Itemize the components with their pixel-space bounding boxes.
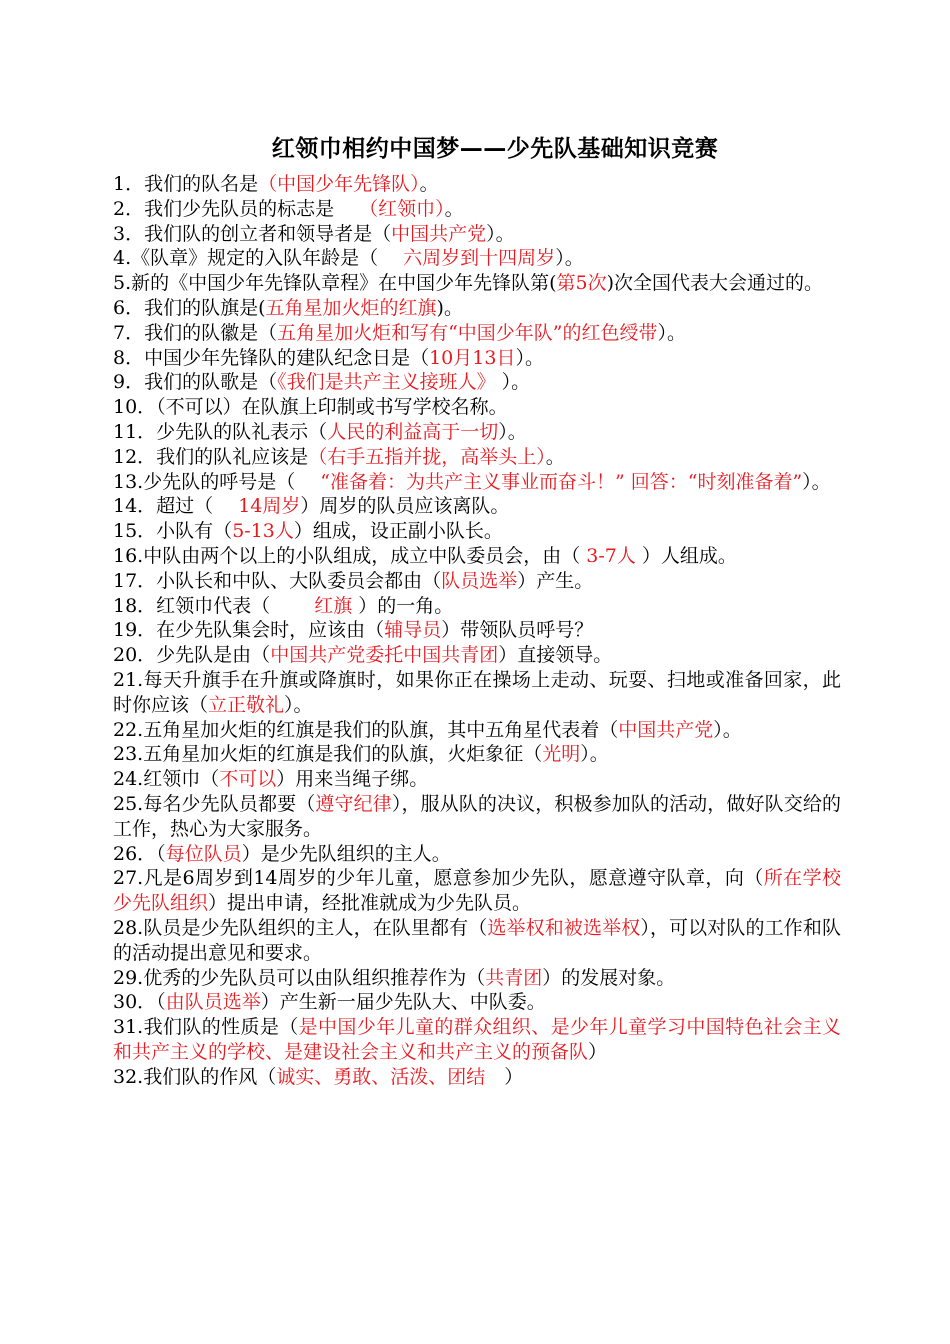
question-tail: 。 — [545, 445, 565, 468]
answer-text: 诚实、勇敢、活泼、团结 — [276, 1065, 486, 1088]
question-text: 14．超过（ — [113, 495, 239, 518]
answer-text: （红领巾） — [359, 197, 445, 220]
question-item — [113, 370, 841, 395]
question-item — [113, 519, 841, 544]
question-text: 18．红领巾代表（ — [113, 594, 315, 617]
answer-text: 遵守纪律 — [315, 792, 392, 815]
question-item — [113, 494, 841, 519]
question-tail: ）。 — [657, 321, 687, 344]
answer-text: 由队员选举 — [165, 991, 261, 1014]
answer-text: 第5次 — [556, 272, 607, 295]
question-tail: ）。 — [802, 470, 831, 493]
answer-text: 五角星加火炬和写有“中国少年队”的红色绶带 — [277, 321, 658, 344]
question-text: 12．我们的队礼应该是 — [113, 445, 309, 468]
answer-text: 是中国少年儿童的群众组织、是少年儿童学习中国特色社会主义和共产主义的学校、是建设社会主义和共产主义的预备队 — [113, 1016, 841, 1063]
question-text: 32.我们队的作风（ — [113, 1065, 277, 1088]
question-tail: 。 — [419, 173, 439, 195]
answer-text: 中国共产党委托中国共青团 — [270, 644, 499, 667]
answer-text: 14周岁 — [238, 495, 301, 518]
question-text: 31.我们队的性质是（ — [113, 1016, 299, 1039]
question-text: 16.中队由两个以上的小队组成，成立中队委员会，由（ — [113, 544, 587, 567]
question-item — [113, 842, 841, 867]
question-tail: ）。 — [515, 346, 544, 369]
question-text: 7．我们的队徽是（ — [113, 321, 278, 344]
question-item — [113, 395, 841, 420]
answer-text: 辅导员 — [384, 619, 442, 642]
question-tail: ）带领队员呼号？ — [441, 619, 594, 642]
question-text: 6．我们的队旗是( — [113, 296, 266, 319]
answer-text: （右手五指并拢，高举头上） — [308, 445, 546, 468]
question-text: 24.红领巾（ — [113, 768, 220, 791]
question-list — [113, 172, 841, 1089]
question-text: 30．（ — [113, 991, 166, 1014]
question-text: 19．在少先队集会时，应该由（ — [113, 619, 385, 642]
question-text: 17．小队长和中队、大队委员会都由（ — [113, 569, 442, 592]
question-item — [113, 321, 841, 346]
question-item — [113, 990, 841, 1015]
question-tail: )。 — [436, 296, 463, 319]
answer-text: 立正敬礼 — [208, 693, 285, 716]
question-text: 1．我们的队名是 — [113, 173, 259, 195]
answer-text: 五角星加火炬的红旗 — [265, 296, 437, 319]
question-item — [113, 594, 841, 619]
question-item — [113, 445, 841, 470]
question-text: 20．少先队是由（ — [113, 644, 271, 667]
question-text: 8．中国少年先锋队的建队纪念日是（ — [113, 346, 430, 369]
question-text: 3．我们队的创立者和领导者是（ — [113, 222, 392, 245]
question-item — [113, 346, 841, 371]
question-text: 13.少先队的呼号是（ — [113, 470, 321, 493]
answer-text: 队员选举 — [441, 569, 518, 592]
question-item — [113, 866, 841, 916]
question-text: 29.优秀的少先队员可以由队组织推荐作为（ — [113, 966, 486, 989]
question-text: 26．（ — [113, 842, 166, 865]
question-item — [113, 792, 841, 842]
answer-text: 红旗 — [314, 594, 353, 617]
question-item — [113, 1015, 841, 1065]
question-item — [113, 643, 841, 668]
question-tail: )次全国代表大会通过的。 — [606, 272, 824, 295]
question-text: 28.队员是少先队组织的主人，在队里都有（ — [113, 916, 488, 939]
question-item — [113, 296, 841, 321]
question-text: 15．小队有（ — [113, 520, 233, 543]
question-item — [113, 618, 841, 643]
question-item — [113, 569, 841, 594]
answer-text: 中国共产党 — [391, 222, 487, 245]
answer-text: 六周岁到十四周岁 — [403, 247, 556, 270]
question-tail: ）提出申请，经批准就成为少先队员。 — [208, 892, 532, 915]
question-tail: ），可以对队的工作和队的活动提出意见和要求。 — [113, 916, 841, 964]
question-tail: ）人组成。 — [635, 544, 737, 567]
question-tail: ）。 — [284, 693, 313, 716]
question-item — [113, 222, 841, 247]
question-item — [113, 718, 841, 743]
answer-text: 《我们是共产主义接班人》 — [277, 371, 496, 394]
question-tail: ）用来当绳子绑。 — [276, 768, 429, 791]
question-tail: ）。 — [713, 718, 742, 741]
question-tail: ）产生新一届少先队大、中队委。 — [260, 991, 546, 1014]
answer-text: 选举权和被选举权 — [487, 916, 641, 939]
question-text: 25.每名少先队员都要（ — [113, 792, 316, 815]
answer-text: “准备着：为共产主义事业而奋斗！” 回答：“时刻准备着” — [320, 470, 803, 493]
answer-text: 中国共产党 — [618, 718, 714, 741]
question-tail: ）。 — [498, 420, 527, 443]
question-tail: ）。 — [555, 247, 584, 270]
answer-text: （中国少年先锋队） — [258, 173, 420, 195]
question-tail: ） — [588, 1040, 608, 1063]
question-text: 21.每天升旗手在升旗或降旗时，如果你正在操场上走动、玩耍、扫地或准备回家，此时你应该（ — [113, 668, 841, 716]
question-tail: ）是少先队组织的主人。 — [241, 842, 451, 865]
answer-text: 不可以 — [219, 768, 277, 791]
question-item — [113, 470, 841, 495]
question-item — [113, 916, 841, 966]
question-tail: ）。 — [580, 743, 609, 766]
question-item — [113, 246, 841, 271]
question-text: 2．我们少先队员的标志是 — [113, 197, 360, 220]
question-text: 22.五角星加火炬的红旗是我们的队旗，其中五角星代表着（ — [113, 718, 619, 741]
question-item — [113, 197, 841, 222]
question-tail: ）的发展对象。 — [542, 966, 676, 989]
question-text: 27.凡是6周岁到14周岁的少年儿童，愿意参加少先队，愿意遵守队章，向（ — [113, 867, 764, 890]
answer-text: 所在学校少先队组织 — [113, 867, 841, 915]
answer-text: 人民的利益高于一切 — [327, 420, 499, 443]
question-tail: ）。 — [486, 222, 515, 245]
question-tail: ）组成，设正副小队长。 — [293, 520, 503, 543]
question-tail: ），服从队的决议，积极参加队的活动，做好队交给的工作，热心为大家服务。 — [113, 792, 841, 840]
question-item — [113, 544, 841, 569]
question-tail: ）。 — [495, 371, 531, 394]
question-item — [113, 420, 841, 445]
question-text: 5.新的《中国少年先锋队章程》在中国少年先锋队第( — [113, 272, 557, 295]
question-text: 4.《队章》规定的入队年龄是（ — [113, 247, 404, 270]
answer-text: 10月13日 — [429, 346, 516, 369]
document-title: 红领巾相约中国梦——少先队基础知识竞赛 — [271, 136, 719, 162]
question-item — [113, 767, 841, 792]
question-text: 23.五角星加火炬的红旗是我们的队旗，火炬象征（ — [113, 743, 543, 766]
question-item — [113, 1065, 841, 1090]
answer-text: 5-13人 — [232, 520, 294, 543]
question-tail: ）产生。 — [517, 569, 594, 592]
answer-text: 3-7人 — [586, 544, 636, 567]
question-item — [113, 966, 841, 991]
question-item — [113, 172, 841, 197]
answer-text: 共青团 — [485, 966, 543, 989]
question-tail: ）直接领导。 — [498, 644, 613, 667]
answer-text: 每位队员 — [165, 842, 242, 865]
question-text: 11．少先队的队礼表示（ — [113, 420, 328, 443]
question-item — [113, 668, 841, 718]
question-text: 10．（不可以）在队旗上印制或书写学校名称。 — [113, 396, 508, 419]
question-tail: 。 — [444, 197, 464, 220]
question-tail: ） — [485, 1065, 524, 1088]
answer-text: 光明 — [542, 743, 581, 766]
question-item — [113, 271, 841, 296]
question-item — [113, 742, 841, 767]
question-tail: ）的一角。 — [352, 594, 454, 617]
question-tail: ）周岁的队员应该离队。 — [300, 495, 510, 518]
question-text: 9．我们的队歌是（ — [113, 371, 278, 394]
